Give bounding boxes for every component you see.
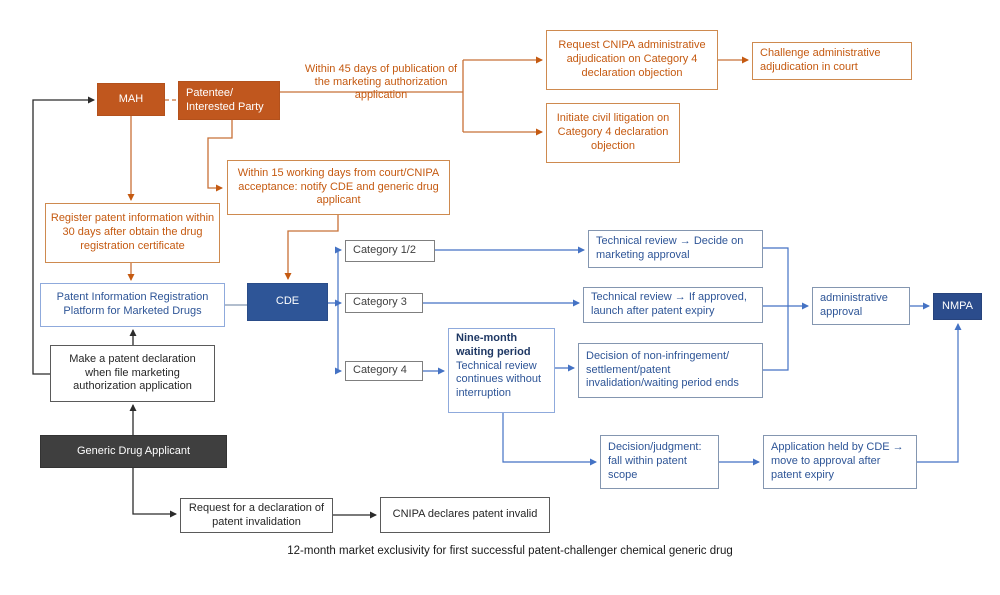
tech-review-3-label: Technical review → If approved, launch after patent expiry bbox=[591, 291, 747, 317]
application-held-label: Application held by CDE → move to approval after patent expiry bbox=[771, 441, 904, 481]
within15-label: Within 15 working days from court/CNIPA acceptance: notify CDE and generic drug applicant bbox=[237, 166, 440, 207]
node-patentee bbox=[178, 81, 280, 120]
node-request-cnipa-adjudication bbox=[546, 30, 718, 90]
node-nmpa bbox=[933, 293, 982, 320]
nmpa-label: NMPA bbox=[942, 299, 973, 312]
edge-cde-category-trunk bbox=[328, 250, 338, 371]
node-cde bbox=[247, 283, 328, 321]
node-initiate-civil-litigation bbox=[546, 103, 680, 163]
node-register-patent-info bbox=[45, 203, 220, 263]
annotation-within-45-days: Within 45 days of publication of the marketing authorization application bbox=[304, 63, 458, 102]
edge-appheld-to-nmpa bbox=[917, 324, 958, 462]
tech-review-12-label: Technical review → Decide on marketing approval bbox=[596, 235, 744, 261]
category3-label: Category 3 bbox=[353, 296, 407, 309]
node-mah bbox=[97, 83, 165, 116]
exclusivity-caption: 12-month market exclusivity for first successful patent-challenger chemical generic drug bbox=[287, 545, 733, 557]
generic-applicant-label: Generic Drug Applicant bbox=[76, 444, 191, 457]
node-judgment-within-scope bbox=[600, 435, 719, 489]
category12-label: Category 1/2 bbox=[353, 244, 416, 257]
judgment-scope-label: Decision/judgment: fall within patent scope bbox=[608, 441, 702, 481]
node-category-1-2 bbox=[345, 240, 435, 262]
node-cnipa-declares-invalid bbox=[380, 497, 550, 533]
edge-merge-trunk bbox=[763, 248, 788, 370]
nine-month-body: Technical review continues without interruption bbox=[456, 359, 541, 399]
request-cnipa-label: Request CNIPA administrative adjudication on Category 4 declaration objection bbox=[558, 39, 706, 79]
initiate-label: Initiate civil litigation on Category 4 declaration objection bbox=[556, 112, 670, 152]
node-category-3 bbox=[345, 293, 423, 313]
node-within-15-working-days bbox=[227, 160, 450, 215]
node-generic-drug-applicant bbox=[40, 435, 227, 468]
node-nine-month-waiting bbox=[448, 328, 555, 413]
edge-ninemonth-to-judgment bbox=[503, 413, 596, 462]
node-category-4 bbox=[345, 361, 423, 381]
edge-within15-to-cde bbox=[288, 215, 338, 279]
node-request-invalidation bbox=[180, 498, 333, 533]
challenge-label: Challenge administrative adjudication in court bbox=[760, 47, 881, 73]
node-application-held bbox=[763, 435, 917, 489]
decision-noninfringement-label: Decision of non-infringement/ settlement/patent invalidation/waiting period ends bbox=[586, 349, 739, 390]
request-invalidation-label: Request for a declaration of patent invalidation bbox=[188, 501, 325, 528]
node-administrative-approval bbox=[812, 287, 910, 325]
node-tech-review-cat3 bbox=[583, 287, 763, 323]
category4-label: Category 4 bbox=[353, 364, 407, 377]
node-mah-label: MAH bbox=[118, 92, 144, 105]
node-patentee-label: Patentee/ Interested Party bbox=[186, 86, 264, 113]
cnipa-invalid-label: CNIPA declares patent invalid bbox=[392, 508, 538, 521]
register30-label: Register patent information within 30 days after obtain the drug registration certificate bbox=[50, 212, 215, 252]
make-declaration-label: Make a patent declaration when file marketing authorization application bbox=[69, 352, 196, 393]
edge-gda-to-request-invalidation bbox=[133, 468, 176, 514]
admin-approval-label: administrative approval bbox=[820, 292, 888, 318]
nine-month-title: Nine-month waiting period bbox=[456, 332, 531, 358]
node-make-patent-declaration bbox=[50, 345, 215, 402]
node-patent-platform bbox=[40, 283, 225, 327]
platform-label: Patent Information Registration Platform for Marketed Drugs bbox=[56, 291, 209, 317]
cde-label: CDE bbox=[275, 295, 300, 308]
node-tech-review-cat12 bbox=[588, 230, 763, 268]
nine-month-text bbox=[456, 332, 547, 401]
node-challenge-in-court bbox=[752, 42, 912, 80]
node-decision-noninfringement bbox=[578, 343, 763, 398]
